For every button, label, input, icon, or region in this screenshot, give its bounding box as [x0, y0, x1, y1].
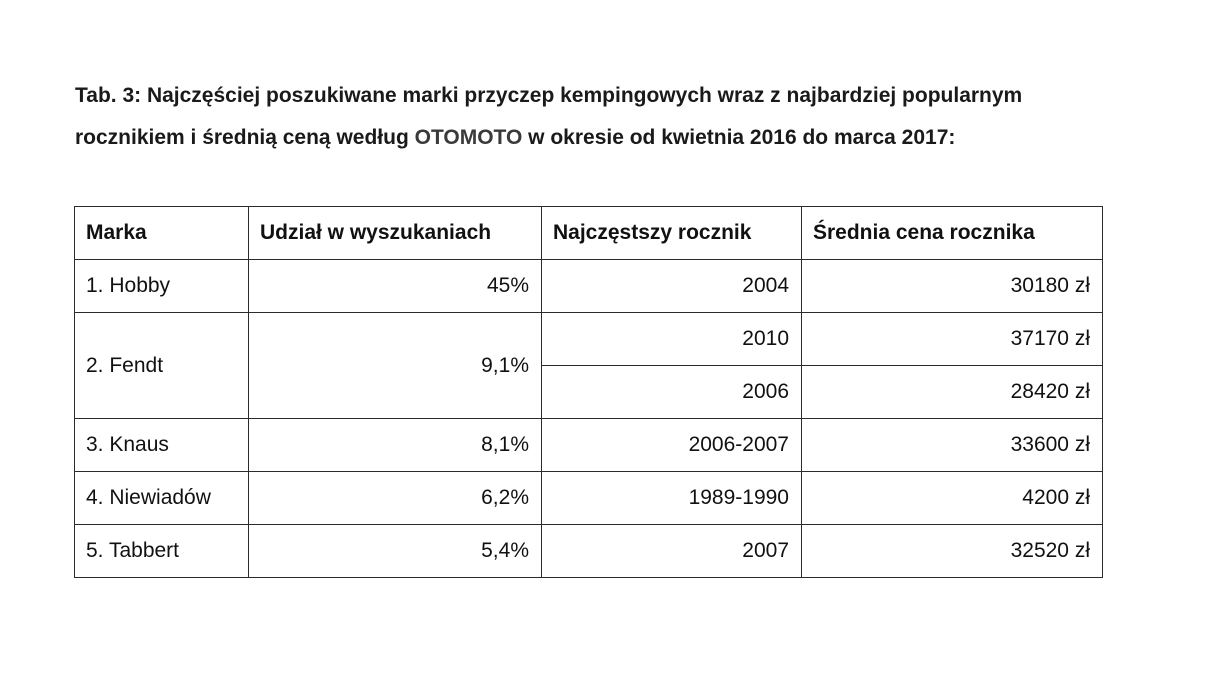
cell-brand: 5. Tabbert — [75, 525, 249, 578]
cell-price: 33600 zł — [802, 419, 1103, 472]
cell-brand: 1. Hobby — [75, 260, 249, 313]
caption-text-end: w okresie od kwietnia 2016 do marca 2017: — [522, 126, 956, 149]
cell-year: 1989-1990 — [542, 472, 802, 525]
cell-brand: 2. Fendt — [75, 313, 249, 419]
cell-brand: 4. Niewiadów — [75, 472, 249, 525]
cell-year: 2007 — [542, 525, 802, 578]
table-row — [75, 472, 1103, 525]
cell-year: 2010 — [542, 313, 802, 366]
cell-year: 2004 — [542, 260, 802, 313]
table-header-row — [75, 207, 1103, 260]
table-row — [75, 525, 1103, 578]
cell-share: 9,1% — [249, 313, 542, 419]
cell-price: 28420 zł — [802, 366, 1103, 419]
header-most-common-year: Najczęstszy rocznik — [542, 207, 802, 260]
header-average-price: Średnia cena rocznika — [802, 207, 1103, 260]
cell-share: 6,2% — [249, 472, 542, 525]
campers-table — [74, 206, 1103, 578]
cell-share: 8,1% — [249, 419, 542, 472]
cell-price: 37170 zł — [802, 313, 1103, 366]
otomoto-link[interactable]: OTOMOTO — [414, 126, 523, 149]
table-row — [75, 419, 1103, 472]
header-search-share: Udział w wyszukaniach — [249, 207, 542, 260]
cell-share: 5,4% — [249, 525, 542, 578]
table-row — [75, 313, 1103, 366]
cell-price: 32520 zł — [802, 525, 1103, 578]
table-row — [75, 260, 1103, 313]
cell-price: 4200 zł — [802, 472, 1103, 525]
cell-share: 45% — [249, 260, 542, 313]
cell-brand: 3. Knaus — [75, 419, 249, 472]
header-brand: Marka — [75, 207, 249, 260]
cell-year: 2006 — [542, 366, 802, 419]
caption-text-start: Tab. 3: Najczęściej poszukiwane marki przyczep kempingowych wraz z najbardziej popularnym rocznikiem i średnią ceną według — [75, 84, 1023, 149]
cell-price: 30180 zł — [802, 260, 1103, 313]
cell-year: 2006-2007 — [542, 419, 802, 472]
table-caption — [75, 75, 1115, 159]
